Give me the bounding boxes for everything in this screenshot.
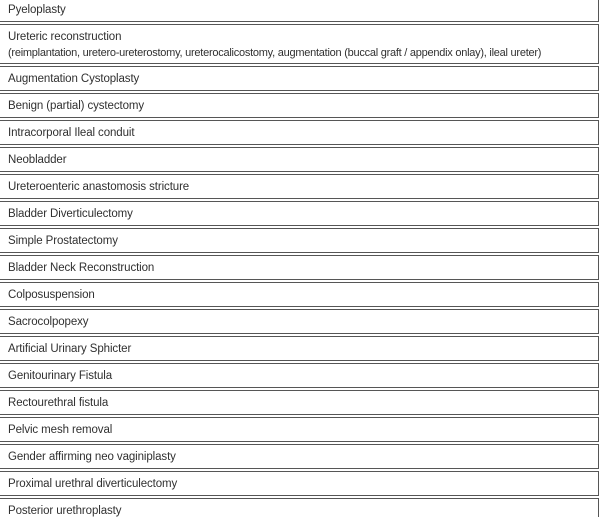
procedure-row — [0, 498, 599, 517]
procedure-label: Bladder Diverticulectomy — [8, 208, 133, 220]
procedure-row — [0, 309, 599, 334]
procedure-label: Genitourinary Fistula — [8, 370, 113, 382]
procedure-row — [0, 0, 599, 22]
procedure-row — [0, 390, 599, 415]
procedure-label: Colposuspension — [8, 289, 95, 301]
procedure-label: Neobladder — [8, 154, 67, 166]
procedure-row — [0, 363, 599, 388]
procedure-row — [0, 147, 599, 172]
procedure-row — [0, 201, 599, 226]
procedure-label: Ureteroenteric anastomosis stricture — [8, 181, 190, 193]
procedure-label: Augmentation Cystoplasty — [8, 73, 140, 85]
procedure-row — [0, 255, 599, 280]
procedure-label: Gender affirming neo vaginiplasty — [8, 451, 176, 463]
procedure-label: Simple Prostatectomy — [8, 235, 118, 247]
procedure-row — [0, 336, 599, 361]
procedure-label: Posterior urethroplasty — [8, 505, 122, 517]
procedure-row — [0, 174, 599, 199]
procedure-row — [0, 444, 599, 469]
procedure-row — [0, 24, 599, 64]
procedure-row — [0, 471, 599, 496]
procedure-label: Sacrocolpopexy — [8, 316, 89, 328]
procedure-label: Proximal urethral diverticulectomy — [8, 478, 178, 490]
procedure-row — [0, 417, 599, 442]
procedure-label: Pelvic mesh removal — [8, 424, 113, 436]
procedure-label: Rectourethral fistula — [8, 397, 109, 409]
procedure-label: Bladder Neck Reconstruction — [8, 262, 155, 274]
procedure-row — [0, 282, 599, 307]
procedure-row — [0, 66, 599, 91]
procedure-label: Intracorporal Ileal conduit — [8, 127, 135, 139]
procedure-label: Ureteric reconstruction — [8, 31, 122, 43]
procedure-label: Benign (partial) cystectomy — [8, 100, 144, 112]
procedure-row — [0, 228, 599, 253]
procedure-label: Pyeloplasty — [8, 4, 66, 16]
procedure-detail: (reimplantation, uretero-ureterostomy, ureterocalicostomy, augmentation (buccal graft / appendix onlay), ileal ureter) — [8, 47, 542, 59]
procedure-row — [0, 120, 599, 145]
procedure-label: Artificial Urinary Sphicter — [8, 343, 132, 355]
procedure-row — [0, 93, 599, 118]
